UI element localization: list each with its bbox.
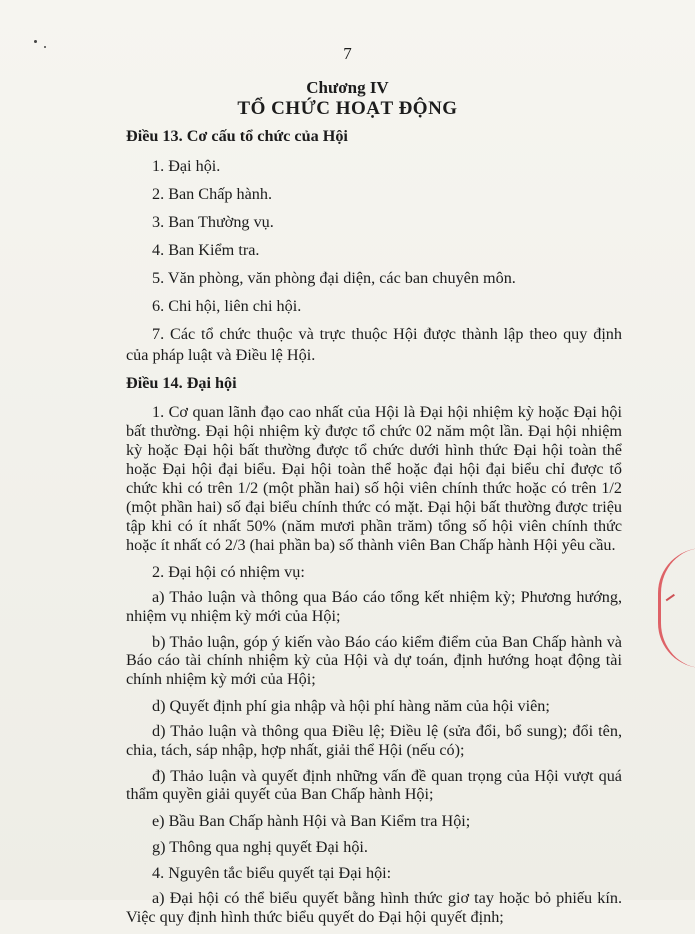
article-14-paragraph-1: 1. Cơ quan lãnh đạo cao nhất của Hội là Đại hội nhiệm kỳ hoặc Đại hội bất thường. Đại hội nhiệm kỳ được tổ chức 02 năm một lần. Đại hội nhiệm kỳ hoặc Đại hội bất thường được tổ chức dưới hình thức Đại hội toàn thể hoặc Đại hội đại biểu. Đại hội toàn thể hoặc đại hội đại biểu chỉ được tổ chức khi có trên 1/2 (một phần hai) số hội viên chính thức hoặc có trên 1/2 (một phần hai) số đại biểu chính thức có mặt. Đại hội bất thường được triệu tập khi có ít nhất 50% (năm mươi phần trăm) tổng số hội viên chính thức hoặc ít nhất có 2/3 (hai phần ba) số thành viên Ban Chấp hành Hội yêu cầu. bbox=[126, 403, 622, 554]
article-13-item: 5. Văn phòng, văn phòng đại diện, các ban chuyên môn. bbox=[152, 269, 516, 287]
article-13-item: 2. Ban Chấp hành. bbox=[152, 185, 273, 203]
duty-item: e) Bầu Ban Chấp hành Hội và Ban Kiểm tra Hội; bbox=[152, 812, 471, 831]
article-13-item: 1. Đại hội. bbox=[152, 157, 221, 175]
voting-rule-a: a) Đại hội có thể biểu quyết bằng hình thức giơ tay hoặc bỏ phiếu kín. Việc quy định hình thức biểu quyết do Đại hội quyết định; bbox=[126, 889, 622, 926]
chapter-label: Chương IV bbox=[306, 78, 389, 97]
duty-item: d) Thảo luận và thông qua Điều lệ; Điều lệ (sửa đổi, bổ sung); đổi tên, chia, tách, sáp nhập, hợp nhất, giải thể Hội (nếu có); bbox=[126, 721, 622, 759]
duty-item: b) Thảo luận, góp ý kiến vào Báo cáo kiểm điểm của Ban Chấp hành và Báo cáo tài chính nhiệm kỳ của Hội và dự toán, định hướng hoạt động tài chính nhiệm kỳ mới của Hội; bbox=[126, 632, 622, 689]
duty-item: d) Quyết định phí gia nhập và hội phí hàng năm của hội viên; bbox=[152, 696, 550, 715]
duty-item: g) Thông qua nghị quyết Đại hội. bbox=[152, 838, 368, 857]
chapter-title: TỔ CHỨC HOẠT ĐỘNG bbox=[237, 98, 458, 119]
duty-item: đ) Thảo luận và quyết định những vấn đề quan trọng của Hội vượt quá thẩm quyền giải quyết của Ban Chấp hành Hội; bbox=[126, 766, 622, 804]
article-14-heading: Điều 14. Đại hội bbox=[126, 374, 237, 392]
article-14-paragraph-4: 4. Nguyên tắc biểu quyết tại Đại hội: bbox=[152, 864, 392, 883]
duty-item: a) Thảo luận và thông qua Báo cáo tổng kết nhiệm kỳ; Phương hướng, nhiệm vụ nhiệm kỳ mới của Hội; bbox=[126, 588, 622, 625]
scan-speck bbox=[34, 40, 37, 43]
article-13-item: 6. Chi hội, liên chi hội. bbox=[152, 297, 302, 315]
article-13-heading: Điều 13. Cơ cấu tổ chức của Hội bbox=[126, 127, 348, 145]
page-number: 7 bbox=[343, 44, 352, 63]
article-13-item: 7. Các tổ chức thuộc và trực thuộc Hội được thành lập theo quy định của pháp luật và Điều lệ Hội. bbox=[126, 325, 622, 364]
article-13-item: 4. Ban Kiểm tra. bbox=[152, 241, 260, 259]
red-stamp-edge bbox=[658, 548, 695, 668]
article-13-item: 3. Ban Thường vụ. bbox=[152, 213, 274, 231]
article-14-paragraph-2: 2. Đại hội có nhiệm vụ: bbox=[152, 563, 305, 581]
document-body bbox=[126, 126, 622, 934]
